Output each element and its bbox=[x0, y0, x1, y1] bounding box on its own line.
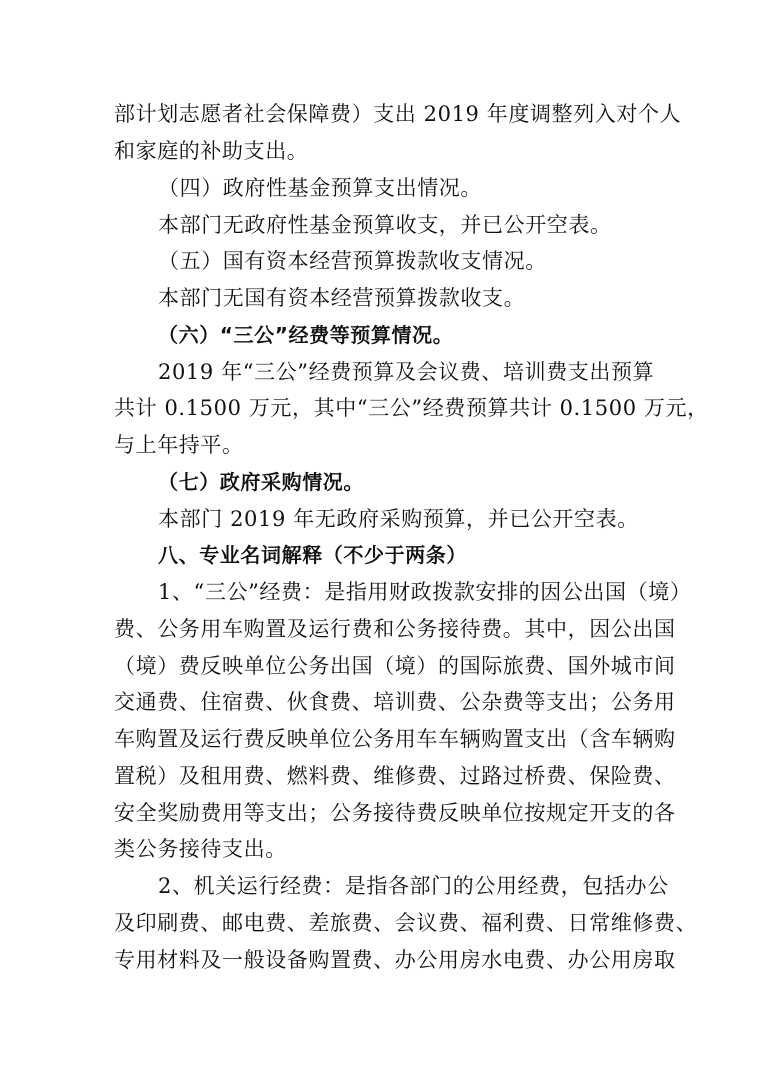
paragraph-line: 2、机关运行经费：是指各部门的公用经费，包括办公 bbox=[158, 874, 669, 898]
paragraph-line: 共计 0.1500 万元，其中“三公”经费预算共计 0.1500 万元， bbox=[114, 396, 709, 420]
paragraph-line: 部计划志愿者社会保障费）支出 2019 年度调整列入对个人 bbox=[114, 102, 682, 126]
paragraph-line: 2019 年“三公”经费预算及会议费、培训费支出预算 bbox=[158, 360, 655, 384]
paragraph-line: 专用材料及一般设备购置费、办公用房水电费、办公用房取 bbox=[114, 948, 676, 972]
paragraph-line: 本部门无政府性基金预算收支，并已公开空表。 bbox=[158, 213, 612, 237]
paragraph-line: 安全奖励费用等支出；公务接待费反映单位按规定开支的各 bbox=[114, 801, 676, 825]
section-heading-6: （六）“三公”经费等预算情况。 bbox=[158, 323, 454, 347]
section-heading-8: 八、专业名词解释（不少于两条） bbox=[158, 543, 467, 567]
paragraph-line: 本部门无国有资本经营预算拨款收支。 bbox=[158, 286, 526, 310]
paragraph-line: 交通费、住宿费、伙食费、培训费、公杂费等支出；公务用 bbox=[114, 690, 676, 714]
paragraph-line: 与上年持平。 bbox=[114, 433, 244, 457]
paragraph-line: 及印刷费、邮电费、差旅费、会议费、福利费、日常维修费、 bbox=[114, 911, 698, 935]
paragraph-line: 本部门 2019 年无政府采购预算，并已公开空表。 bbox=[158, 507, 639, 531]
section-heading-4: （四）政府性基金预算支出情况。 bbox=[158, 176, 482, 200]
paragraph-line: 1、“三公”经费：是指用财政拨款安排的因公出国（境） bbox=[158, 580, 692, 604]
paragraph-line: 和家庭的补助支出。 bbox=[114, 139, 309, 163]
paragraph-line: 费、公务用车购置及运行费和公务接待费。其中，因公出国 bbox=[114, 617, 676, 641]
paragraph-line: 类公务接待支出。 bbox=[114, 837, 287, 861]
section-heading-7: （七）政府采购情况。 bbox=[158, 470, 364, 494]
paragraph-line: 车购置及运行费反映单位公务用车车辆购置支出（含车辆购 bbox=[114, 727, 676, 751]
paragraph-line: （境）费反映单位公务出国（境）的国际旅费、国外城市间 bbox=[114, 654, 676, 678]
section-heading-5: （五）国有资本经营预算拨款收支情况。 bbox=[158, 249, 547, 273]
paragraph-line: 置税）及租用费、燃料费、维修费、过路过桥费、保险费、 bbox=[114, 764, 676, 788]
